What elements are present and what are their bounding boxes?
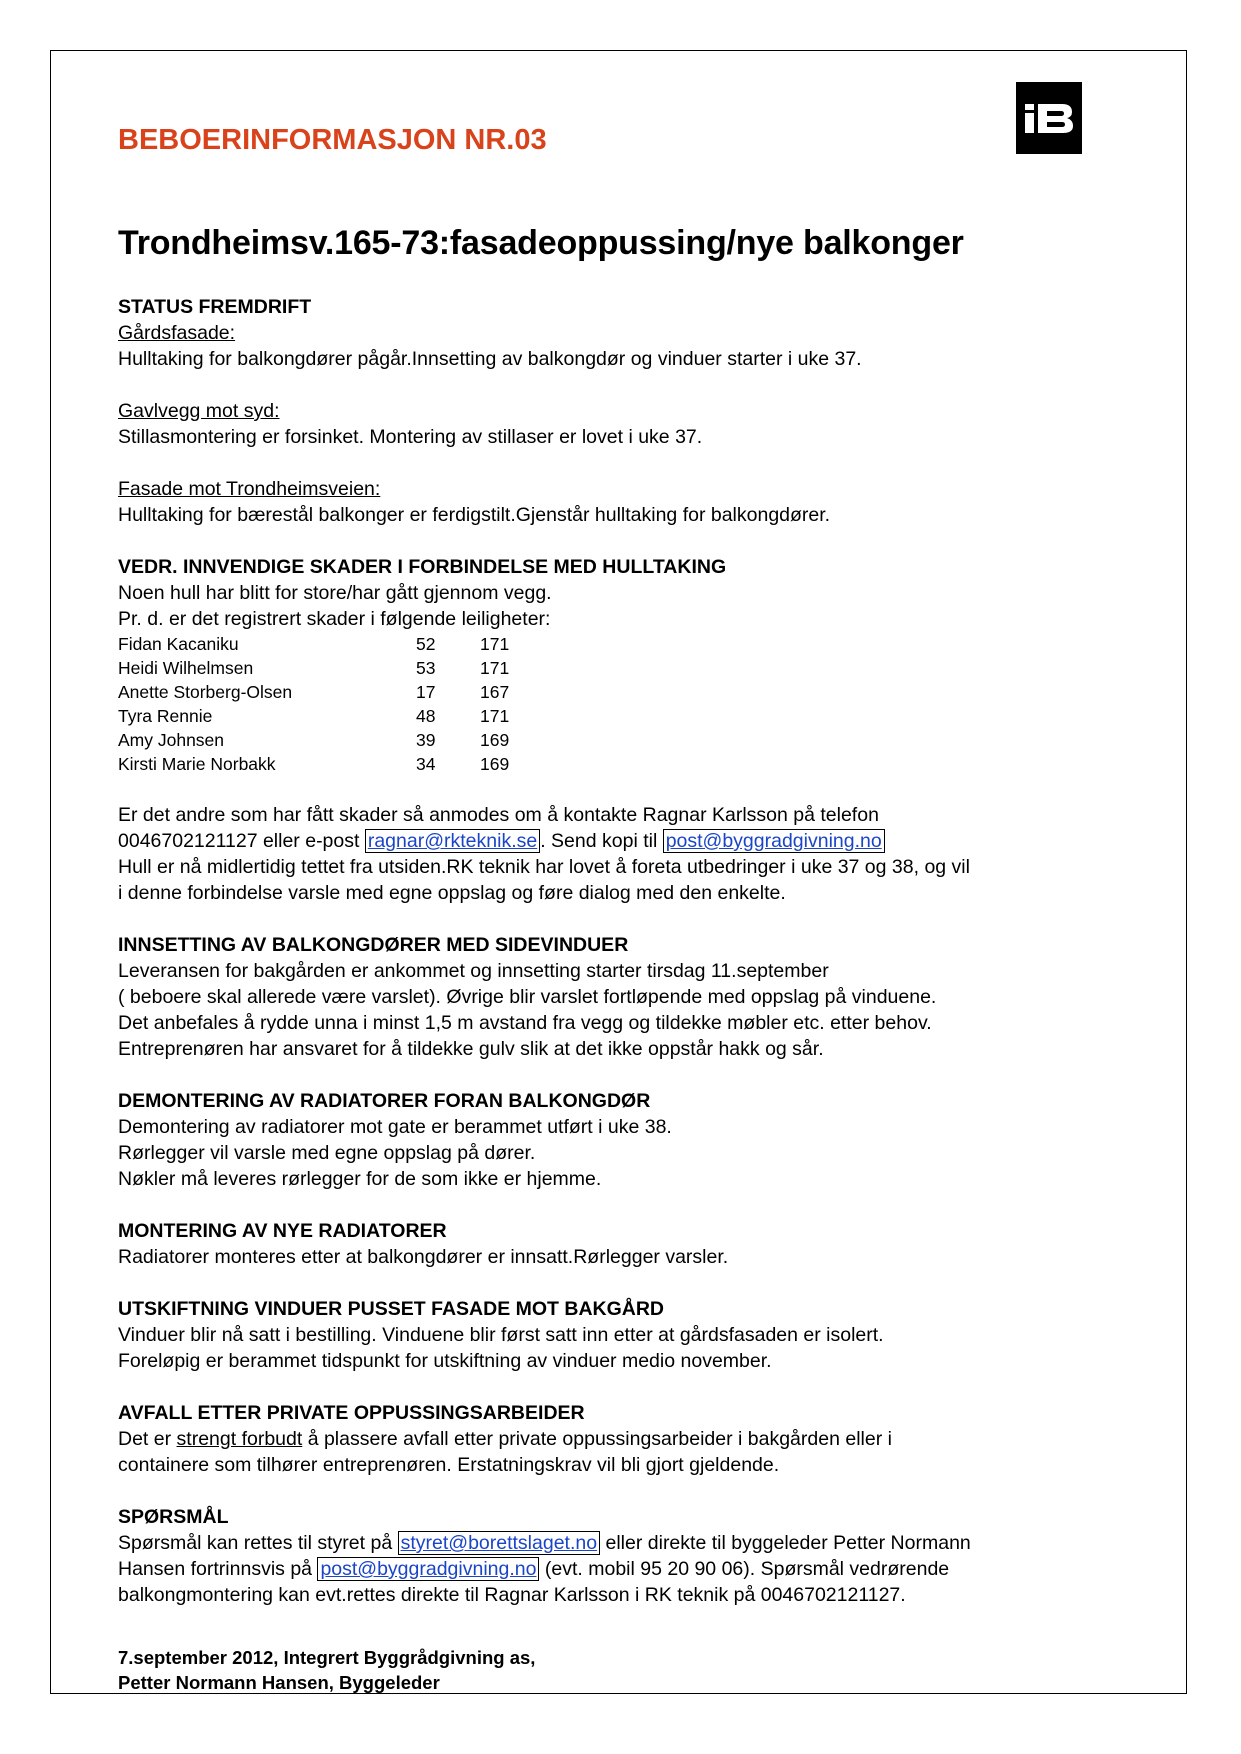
radiators-removal-line: Demontering av radiatorer mot gate er berammet utført i uke 38.: [118, 1116, 672, 1138]
questions-heading: SPØRSMÅL: [118, 1506, 229, 1528]
doors-line: Leveransen for bakgården er ankommet og innsetting starter tirsdag 11.september: [118, 960, 829, 982]
fasade-text: Hulltaking for bærestål balkonger er ferdigstilt.Gjenstår hulltaking for balkongdører.: [118, 504, 831, 526]
radiators-removal-line: Nøkler må leveres rørlegger for de som ikke er hjemme.: [118, 1168, 602, 1190]
questions-line3: balkongmontering kan evt.rettes direkte til Ragnar Karlsson i RK teknik på 0046702121127.: [118, 1584, 906, 1606]
building-number: 167: [480, 682, 510, 702]
doors-line: ( beboere skal allerede være varslet). Øvrige blir varslet fortløpende med oppslag på vinduene.: [118, 986, 937, 1008]
windows-section: [118, 1296, 1128, 1374]
building-number: 171: [480, 658, 510, 678]
building-number: 171: [480, 706, 510, 726]
questions-line2: [118, 1556, 1128, 1582]
contact-line1: Er det andre som har fått skader så anmodes om å kontakte Ragnar Karlsson på telefon: [118, 804, 879, 826]
waste-emphasis: strengt forbudt: [176, 1428, 303, 1450]
questions-l1-post: eller direkte til byggeleder Petter Normann: [600, 1532, 971, 1554]
apartment-number: 39: [416, 730, 436, 750]
radiators-new-heading: MONTERING AV NYE RADIATORER: [118, 1220, 447, 1242]
gavlvegg-text: Stillasmontering er forsinket. Montering av stillaser er lovet i uke 37.: [118, 426, 703, 448]
questions-section: [118, 1504, 1128, 1608]
apartment-number: 53: [416, 658, 436, 678]
doors-section: [118, 932, 1128, 1062]
radiators-new-line: Radiatorer monteres etter at balkongdører er innsatt.Rørlegger varsler.: [118, 1246, 729, 1268]
questions-l2-post: (evt. mobil 95 20 90 06). Spørsmål vedrørende: [539, 1558, 950, 1580]
doors-line: Det anbefales å rydde unna i minst 1,5 m avstand fra vegg og tildekke møbler etc. etter behov.: [118, 1012, 932, 1034]
resident-name: Tyra Rennie: [118, 706, 213, 726]
damage-row: [118, 728, 509, 752]
contact-pre: 0046702121127 eller e-post: [118, 830, 365, 852]
document-headline: Trondheimsv.165-73:fasadeoppussing/nye balkonger: [118, 224, 964, 262]
repair-line2: i denne forbindelse varsle med egne oppslag og føre dialog med den enkelte.: [118, 882, 786, 904]
apartment-number: 52: [416, 634, 436, 654]
waste-pre: Det er: [118, 1428, 177, 1450]
copy-email-link[interactable]: post@byggradgivning.no: [663, 829, 885, 853]
resident-name: Heidi Wilhelmsen: [118, 658, 254, 678]
damages-line2: Pr. d. er det registrert skader i følgende leiligheter:: [118, 608, 551, 630]
damage-row: [118, 680, 509, 704]
windows-line: Foreløpig er berammet tidspunkt for utskiftning av vinduer medio november.: [118, 1350, 772, 1372]
building-number: 169: [480, 730, 510, 750]
damages-heading: VEDR. INNVENDIGE SKADER I FORBINDELSE MED HULLTAKING: [118, 556, 727, 578]
signature-footer: [118, 1645, 535, 1695]
radiators-removal-line: Rørlegger vil varsle med egne oppslag på dører.: [118, 1142, 536, 1164]
resident-name: Amy Johnsen: [118, 730, 225, 750]
radiators-removal-section: [118, 1088, 1128, 1192]
doors-heading: INNSETTING AV BALKONGDØRER MED SIDEVINDUER: [118, 934, 629, 956]
waste-line1: [118, 1426, 1128, 1452]
fasade-label: Fasade mot Trondheimsveien:: [118, 478, 381, 500]
radiators-new-section: [118, 1218, 1128, 1270]
ib-logo-icon: [1016, 82, 1082, 154]
damage-row: [118, 704, 509, 728]
ragnar-email-link[interactable]: ragnar@rkteknik.se: [365, 829, 540, 853]
resident-name: Anette Storberg-Olsen: [118, 682, 293, 702]
footer-line2: Petter Normann Hansen, Byggeleder: [118, 1672, 440, 1693]
windows-heading: UTSKIFTNING VINDUER PUSSET FASADE MOT BAKGÅRD: [118, 1298, 665, 1320]
page-title: BEBOERINFORMASJON NR.03: [118, 124, 547, 156]
damage-row: [118, 656, 509, 680]
status-section: [118, 294, 1128, 528]
questions-l1-pre: Spørsmål kan rettes til styret på: [118, 1532, 398, 1554]
damages-section: [118, 554, 1128, 906]
status-heading: STATUS FREMDRIFT: [118, 296, 312, 318]
resident-name: Kirsti Marie Norbakk: [118, 754, 276, 774]
apartment-number: 48: [416, 706, 436, 726]
contact-mid: . Send kopi til: [540, 830, 663, 852]
gavlvegg-label: Gavlvegg mot syd:: [118, 400, 280, 422]
waste-section: [118, 1400, 1128, 1478]
waste-post: å plassere avfall etter private oppussingsarbeider i bakgården eller i: [302, 1428, 892, 1450]
board-email-link[interactable]: styret@borettslaget.no: [398, 1531, 600, 1555]
questions-line1: [118, 1530, 1128, 1556]
contact-line2: [118, 828, 1128, 854]
apartment-number: 17: [416, 682, 436, 702]
building-number: 171: [480, 634, 510, 654]
questions-l2-pre: Hansen fortrinnsvis på: [118, 1558, 318, 1580]
damages-line1: Noen hull har blitt for store/har gått gjennom vegg.: [118, 582, 552, 604]
damages-table: [118, 632, 509, 776]
radiators-removal-heading: DEMONTERING AV RADIATORER FORAN BALKONGDØR: [118, 1090, 651, 1112]
damage-row: [118, 632, 509, 656]
ib-logo: [1016, 82, 1082, 154]
repair-line1: Hull er nå midlertidig tettet fra utsiden.RK teknik har lovet å foreta utbedringer i uke 37 og 38, og vil: [118, 856, 970, 878]
gardsfasade-text: Hulltaking for balkongdører pågår.Innsetting av balkongdør og vinduer starter i uke 37.: [118, 348, 862, 370]
document-body: [118, 294, 1128, 1608]
building-number: 169: [480, 754, 510, 774]
damage-row: [118, 752, 509, 776]
resident-name: Fidan Kacaniku: [118, 634, 239, 654]
waste-line2: containere som tilhører entreprenøren. Erstatningskrav vil bli gjort gjeldende.: [118, 1454, 780, 1476]
footer-line1: 7.september 2012, Integrert Byggrådgivning as,: [118, 1647, 536, 1668]
pm-email-link[interactable]: post@byggradgivning.no: [317, 1557, 539, 1581]
doors-line: Entreprenøren har ansvaret for å tildekke gulv slik at det ikke oppstår hakk og sår.: [118, 1038, 824, 1060]
windows-line: Vinduer blir nå satt i bestilling. Vinduene blir først satt inn etter at gårdsfasaden er isolert.: [118, 1324, 884, 1346]
waste-heading: AVFALL ETTER PRIVATE OPPUSSINGSARBEIDER: [118, 1402, 585, 1424]
apartment-number: 34: [416, 754, 436, 774]
gardsfasade-label: Gårdsfasade:: [118, 322, 236, 344]
